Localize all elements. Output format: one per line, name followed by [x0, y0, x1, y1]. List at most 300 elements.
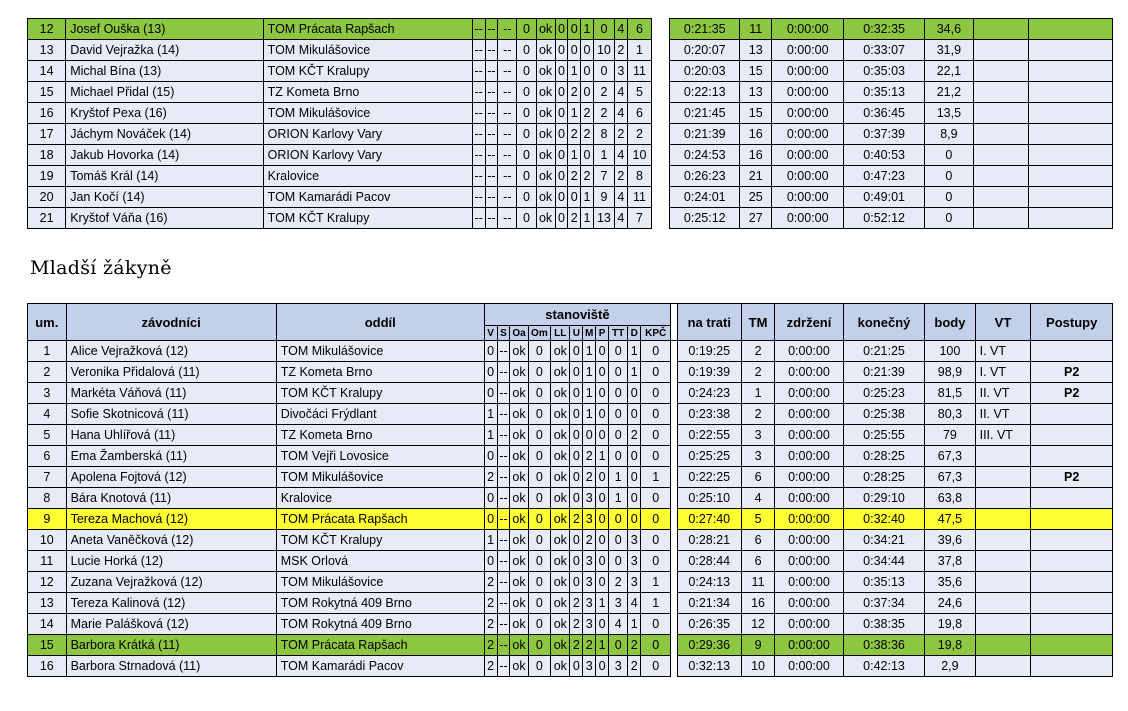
performance-class-cell — [973, 82, 1028, 103]
station-cell: 0 — [596, 551, 609, 572]
station-cell: 0 — [609, 362, 628, 383]
delay-cell: 0:00:00 — [772, 103, 844, 124]
station-cell: 2 — [615, 166, 628, 187]
station-cell: 0 — [528, 530, 551, 551]
station-cell: -- — [497, 404, 510, 425]
advancement-cell — [1031, 530, 1113, 551]
station-cell: 1 — [609, 488, 628, 509]
performance-class-cell — [975, 572, 1031, 593]
station-cell: ok — [510, 362, 528, 383]
table-row — [28, 425, 1113, 446]
station-cell: 0 — [555, 208, 568, 229]
sub-header-om: Om — [528, 326, 551, 341]
performance-class-cell — [973, 103, 1028, 124]
station-cell: -- — [498, 124, 517, 145]
station-cell: -- — [497, 635, 510, 656]
performance-class-cell — [975, 509, 1031, 530]
advancement-cell — [1031, 593, 1113, 614]
header-stanoviste: stanoviště — [484, 304, 670, 326]
station-cell: 0 — [596, 530, 609, 551]
delay-cell: 0:00:00 — [772, 166, 844, 187]
header-vt: VT — [975, 304, 1031, 341]
delay-cell: 0:00:00 — [772, 145, 844, 166]
station-cell: 2 — [581, 103, 594, 124]
station-cell: 0 — [581, 40, 594, 61]
station-cell: ok — [536, 166, 555, 187]
performance-class-cell: I. VT — [975, 341, 1031, 362]
final-time-cell: 0:28:25 — [843, 446, 924, 467]
table-row — [28, 446, 1113, 467]
penalty-minutes-cell: 6 — [741, 551, 774, 572]
station-cell: ok — [536, 187, 555, 208]
gap-cell — [652, 187, 670, 208]
points-cell: 80,3 — [925, 404, 975, 425]
station-cell: 0 — [570, 656, 583, 677]
competitor-name-cell: Jakub Hovorka (14) — [66, 145, 263, 166]
station-cell: -- — [497, 614, 510, 635]
station-cell: 3 — [628, 530, 641, 551]
station-cell: 7 — [593, 166, 614, 187]
station-cell: 0 — [581, 82, 594, 103]
station-cell: 0 — [484, 362, 497, 383]
results-table-bottom — [27, 303, 1113, 677]
performance-class-cell — [973, 61, 1028, 82]
competitor-name-cell: Tomáš Král (14) — [66, 166, 263, 187]
course-time-cell: 0:24:13 — [677, 572, 741, 593]
station-cell: 0 — [641, 614, 671, 635]
station-cell: 0 — [528, 446, 551, 467]
delay-cell: 0:00:00 — [772, 82, 844, 103]
performance-class-cell — [975, 593, 1031, 614]
station-cell: 5 — [627, 82, 651, 103]
gap-cell — [652, 145, 670, 166]
points-cell: 2,9 — [925, 656, 975, 677]
sub-header-oa: Oa — [510, 326, 528, 341]
station-cell: 3 — [609, 593, 628, 614]
station-cell: 2 — [581, 166, 594, 187]
club-cell: ORION Karlovy Vary — [263, 124, 472, 145]
station-cell: -- — [485, 103, 498, 124]
station-cell: 2 — [570, 509, 583, 530]
final-time-cell: 0:40:53 — [844, 145, 925, 166]
station-cell: 0 — [555, 19, 568, 40]
station-cell: ok — [510, 425, 528, 446]
competitor-name-cell: Apolena Fojtová (12) — [66, 467, 276, 488]
station-cell: -- — [497, 467, 510, 488]
station-cell: -- — [498, 187, 517, 208]
station-cell: 0 — [641, 404, 671, 425]
station-cell: ok — [536, 82, 555, 103]
station-cell: 2 — [570, 635, 583, 656]
station-cell: -- — [485, 145, 498, 166]
station-cell: 2 — [628, 635, 641, 656]
delay-cell: 0:00:00 — [775, 530, 844, 551]
course-time-cell: 0:27:40 — [677, 509, 741, 530]
station-cell: 0 — [568, 40, 581, 61]
rank-cell: 12 — [28, 572, 67, 593]
station-cell: 1 — [583, 341, 596, 362]
table-row — [28, 187, 1113, 208]
station-cell: 1 — [596, 446, 609, 467]
station-cell: 0 — [581, 145, 594, 166]
performance-class-cell: II. VT — [975, 383, 1031, 404]
station-cell: 0 — [609, 446, 628, 467]
station-cell: 0 — [628, 509, 641, 530]
station-cell: -- — [498, 145, 517, 166]
station-cell: 0 — [570, 404, 583, 425]
rank-cell: 15 — [28, 82, 66, 103]
station-cell: 2 — [615, 40, 628, 61]
table-row — [28, 488, 1113, 509]
final-time-cell: 0:35:03 — [844, 61, 925, 82]
station-cell: 0 — [528, 425, 551, 446]
station-cell: -- — [497, 572, 510, 593]
station-cell: 0 — [641, 362, 671, 383]
station-cell: 6 — [627, 19, 651, 40]
header-tm: TM — [741, 304, 774, 341]
station-cell: 0 — [484, 488, 497, 509]
station-cell: 0 — [641, 656, 671, 677]
points-cell: 0 — [924, 208, 973, 229]
station-cell: 0 — [641, 530, 671, 551]
points-cell: 21,2 — [924, 82, 973, 103]
competitor-name-cell: Sofie Skotnicová (11) — [66, 404, 276, 425]
station-cell: 2 — [581, 124, 594, 145]
table-row — [28, 19, 1113, 40]
station-cell: 11 — [627, 187, 651, 208]
rank-cell: 4 — [28, 404, 67, 425]
advancement-cell — [1029, 82, 1113, 103]
station-cell: -- — [497, 341, 510, 362]
club-cell: TOM Mikulášovice — [263, 103, 472, 124]
course-time-cell: 0:20:03 — [670, 61, 740, 82]
course-time-cell: 0:24:23 — [677, 383, 741, 404]
station-cell: 2 — [583, 635, 596, 656]
station-cell: 0 — [581, 61, 594, 82]
competitor-name-cell: Hana Uhlířová (11) — [66, 425, 276, 446]
station-cell: ok — [551, 383, 570, 404]
station-cell: 0 — [517, 208, 536, 229]
performance-class-cell — [975, 614, 1031, 635]
performance-class-cell — [973, 19, 1028, 40]
advancement-cell — [1031, 425, 1113, 446]
station-cell: 1 — [568, 61, 581, 82]
penalty-minutes-cell: 11 — [740, 19, 772, 40]
station-cell: 1 — [568, 145, 581, 166]
points-cell: 67,3 — [925, 446, 975, 467]
station-cell: -- — [472, 19, 485, 40]
final-time-cell: 0:25:55 — [843, 425, 924, 446]
rank-cell: 15 — [28, 635, 67, 656]
advancement-cell — [1029, 208, 1113, 229]
station-cell: ok — [510, 509, 528, 530]
penalty-minutes-cell: 5 — [741, 509, 774, 530]
gap-cell — [652, 82, 670, 103]
station-cell: 0 — [596, 404, 609, 425]
final-time-cell: 0:34:44 — [843, 551, 924, 572]
station-cell: 0 — [596, 362, 609, 383]
advancement-cell — [1031, 572, 1113, 593]
station-cell: 3 — [583, 551, 596, 572]
rank-cell: 6 — [28, 446, 67, 467]
station-cell: 0 — [517, 187, 536, 208]
station-cell: 0 — [570, 467, 583, 488]
station-cell: -- — [498, 82, 517, 103]
final-time-cell: 0:52:12 — [844, 208, 925, 229]
delay-cell: 0:00:00 — [775, 635, 844, 656]
station-cell: 2 — [484, 635, 497, 656]
delay-cell: 0:00:00 — [775, 488, 844, 509]
competitor-name-cell: Ema Žamberská (11) — [66, 446, 276, 467]
table-row — [28, 341, 1113, 362]
station-cell: 0 — [641, 341, 671, 362]
gap-cell — [652, 166, 670, 187]
station-cell: 9 — [593, 187, 614, 208]
rank-cell: 8 — [28, 488, 67, 509]
station-cell: 3 — [615, 61, 628, 82]
final-time-cell: 0:35:13 — [843, 572, 924, 593]
rank-cell: 11 — [28, 551, 67, 572]
performance-class-cell — [975, 488, 1031, 509]
advancement-cell: P2 — [1031, 362, 1113, 383]
station-cell: ok — [510, 446, 528, 467]
advancement-cell — [1031, 488, 1113, 509]
station-cell: -- — [485, 124, 498, 145]
points-cell: 22,1 — [924, 61, 973, 82]
competitor-name-cell: Marie Palášková (12) — [66, 614, 276, 635]
station-cell: 2 — [609, 572, 628, 593]
station-cell: 2 — [568, 166, 581, 187]
station-cell: ok — [551, 530, 570, 551]
club-cell: TOM Vejři Lovosice — [276, 446, 484, 467]
station-cell: -- — [498, 19, 517, 40]
station-cell: 0 — [593, 61, 614, 82]
station-cell: 0 — [555, 166, 568, 187]
station-cell: 0 — [528, 551, 551, 572]
rank-cell: 18 — [28, 145, 66, 166]
header-zdrzeni: zdržení — [775, 304, 844, 341]
station-cell: 0 — [528, 404, 551, 425]
advancement-cell — [1029, 124, 1113, 145]
station-cell: 1 — [581, 19, 594, 40]
station-cell: 0 — [517, 61, 536, 82]
penalty-minutes-cell: 2 — [741, 362, 774, 383]
club-cell: TOM KČT Kralupy — [263, 208, 472, 229]
course-time-cell: 0:28:44 — [677, 551, 741, 572]
station-cell: 4 — [615, 187, 628, 208]
station-cell: 1 — [596, 593, 609, 614]
competitor-name-cell: Michael Přidal (15) — [66, 82, 263, 103]
station-cell: ok — [536, 103, 555, 124]
course-time-cell: 0:21:34 — [677, 593, 741, 614]
station-cell: -- — [485, 82, 498, 103]
station-cell: ok — [510, 572, 528, 593]
penalty-minutes-cell: 12 — [741, 614, 774, 635]
club-cell: TZ Kometa Brno — [276, 362, 484, 383]
station-cell: 0 — [528, 362, 551, 383]
rank-cell: 16 — [28, 103, 66, 124]
station-cell: -- — [485, 166, 498, 187]
station-cell: 0 — [609, 530, 628, 551]
delay-cell: 0:00:00 — [775, 551, 844, 572]
station-cell: 2 — [568, 82, 581, 103]
station-cell: 2 — [484, 593, 497, 614]
station-cell: 0 — [528, 614, 551, 635]
club-cell: TOM Mikulášovice — [263, 40, 472, 61]
station-cell: 0 — [484, 509, 497, 530]
rank-cell: 9 — [28, 509, 67, 530]
performance-class-cell — [973, 166, 1028, 187]
station-cell: 3 — [583, 572, 596, 593]
table-row — [28, 530, 1113, 551]
final-time-cell: 0:36:45 — [844, 103, 925, 124]
table-row — [28, 593, 1113, 614]
station-cell: 4 — [615, 103, 628, 124]
rank-cell: 1 — [28, 341, 67, 362]
course-time-cell: 0:24:53 — [670, 145, 740, 166]
gap-cell — [652, 19, 670, 40]
rank-cell: 5 — [28, 425, 67, 446]
station-cell: 0 — [609, 404, 628, 425]
station-cell: 0 — [641, 551, 671, 572]
station-cell: -- — [497, 656, 510, 677]
station-cell: ok — [510, 341, 528, 362]
penalty-minutes-cell: 1 — [741, 383, 774, 404]
advancement-cell — [1029, 103, 1113, 124]
station-cell: 1 — [581, 208, 594, 229]
advancement-cell — [1029, 19, 1113, 40]
station-cell: ok — [551, 467, 570, 488]
station-cell: ok — [551, 425, 570, 446]
club-cell: TOM Rokytná 409 Brno — [276, 614, 484, 635]
final-time-cell: 0:47:23 — [844, 166, 925, 187]
club-cell: TOM Prácata Rapšach — [263, 19, 472, 40]
station-cell: 0 — [555, 124, 568, 145]
delay-cell: 0:00:00 — [775, 614, 844, 635]
station-cell: 4 — [615, 19, 628, 40]
course-time-cell: 0:32:13 — [677, 656, 741, 677]
delay-cell: 0:00:00 — [775, 572, 844, 593]
course-time-cell: 0:25:25 — [677, 446, 741, 467]
final-time-cell: 0:38:35 — [843, 614, 924, 635]
station-cell: -- — [472, 166, 485, 187]
station-cell: ok — [510, 467, 528, 488]
course-time-cell: 0:19:25 — [677, 341, 741, 362]
station-cell: -- — [497, 446, 510, 467]
station-cell: ok — [510, 614, 528, 635]
station-cell: -- — [497, 488, 510, 509]
station-cell: 0 — [596, 572, 609, 593]
delay-cell: 0:00:00 — [772, 19, 844, 40]
station-cell: 2 — [583, 530, 596, 551]
station-cell: ok — [551, 488, 570, 509]
delay-cell: 0:00:00 — [772, 187, 844, 208]
station-cell: 1 — [583, 404, 596, 425]
station-cell: ok — [536, 145, 555, 166]
competitor-name-cell: David Vejražka (14) — [66, 40, 263, 61]
station-cell: ok — [551, 341, 570, 362]
station-cell: 0 — [568, 19, 581, 40]
header-zavodnici: závodníci — [66, 304, 276, 341]
station-cell: 0 — [609, 341, 628, 362]
performance-class-cell — [975, 635, 1031, 656]
station-cell: 2 — [593, 103, 614, 124]
station-cell: 0 — [641, 425, 671, 446]
station-cell: 4 — [615, 145, 628, 166]
club-cell: ORION Karlovy Vary — [263, 145, 472, 166]
station-cell: 0 — [641, 635, 671, 656]
final-time-cell: 0:38:36 — [843, 635, 924, 656]
station-cell: 2 — [627, 124, 651, 145]
points-cell: 67,3 — [925, 467, 975, 488]
penalty-minutes-cell: 6 — [741, 530, 774, 551]
station-cell: 13 — [593, 208, 614, 229]
station-cell: 0 — [609, 635, 628, 656]
course-time-cell: 0:22:55 — [677, 425, 741, 446]
rank-cell: 3 — [28, 383, 67, 404]
station-cell: 0 — [570, 341, 583, 362]
rank-cell: 16 — [28, 656, 67, 677]
rank-cell: 14 — [28, 61, 66, 82]
points-cell: 34,6 — [924, 19, 973, 40]
header-body: body — [925, 304, 975, 341]
course-time-cell: 0:21:35 — [670, 19, 740, 40]
station-cell: -- — [498, 208, 517, 229]
station-cell: 2 — [628, 656, 641, 677]
delay-cell: 0:00:00 — [775, 404, 844, 425]
delay-cell: 0:00:00 — [775, 656, 844, 677]
station-cell: 0 — [570, 383, 583, 404]
station-cell: 0 — [641, 488, 671, 509]
club-cell: TOM Rokytná 409 Brno — [276, 593, 484, 614]
penalty-minutes-cell: 6 — [741, 467, 774, 488]
station-cell: ok — [510, 551, 528, 572]
table-row — [28, 404, 1113, 425]
rank-cell: 13 — [28, 593, 67, 614]
club-cell: TOM KČT Kralupy — [276, 530, 484, 551]
station-cell: 0 — [528, 572, 551, 593]
station-cell: ok — [551, 572, 570, 593]
table-row — [28, 509, 1113, 530]
station-cell: ok — [551, 656, 570, 677]
competitor-name-cell: Tereza Kalinová (12) — [66, 593, 276, 614]
station-cell: 10 — [627, 145, 651, 166]
station-cell: 0 — [641, 383, 671, 404]
club-cell: TZ Kometa Brno — [263, 82, 472, 103]
advancement-cell — [1031, 404, 1113, 425]
competitor-name-cell: Jáchym Nováček (14) — [66, 124, 263, 145]
station-cell: ok — [536, 61, 555, 82]
station-cell: 0 — [568, 187, 581, 208]
performance-class-cell — [973, 208, 1028, 229]
station-cell: ok — [551, 446, 570, 467]
points-cell: 39,6 — [925, 530, 975, 551]
club-cell: Kralovice — [276, 488, 484, 509]
sub-header-m: M — [583, 326, 596, 341]
course-time-cell: 0:20:07 — [670, 40, 740, 61]
course-time-cell: 0:29:36 — [677, 635, 741, 656]
competitor-name-cell: Barbora Krátká (11) — [66, 635, 276, 656]
course-time-cell: 0:21:39 — [670, 124, 740, 145]
final-time-cell: 0:25:23 — [843, 383, 924, 404]
station-cell: 0 — [570, 572, 583, 593]
rank-cell: 12 — [28, 19, 66, 40]
penalty-minutes-cell: 9 — [741, 635, 774, 656]
station-cell: ok — [510, 656, 528, 677]
station-cell: -- — [472, 145, 485, 166]
rank-cell: 13 — [28, 40, 66, 61]
delay-cell: 0:00:00 — [775, 446, 844, 467]
